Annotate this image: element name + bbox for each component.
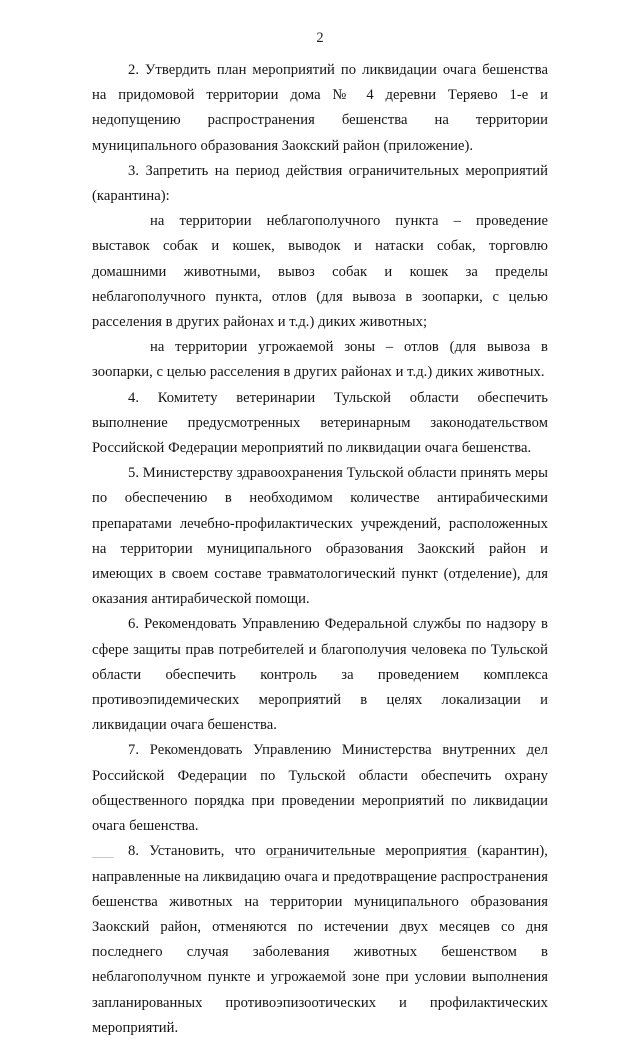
scan-mark-center [270,857,292,858]
paragraph-2: 2. Утвердить план мероприятий по ликвидации очага бешенства на придомовой территории дома № 4 деревни Теряево 1-е и недопущению распространения бешенства на территории муниципального образования Заокский район (приложение). [92,62,548,154]
paragraph-5: 5. Министерству здравоохранения Тульской области принять меры по обеспечению в необходимом количестве антирабическими препаратами лечебно-профилактических учреждений, расположенных на территории муниципального образования Заокский район и имеющих в своем составе травматологический пункт (отделение), для оказания антирабической помощи. [92,465,548,608]
footer-scan-marks [92,857,548,867]
paragraph-7: 7. Рекомендовать Управлению Министерства внутренних дел Российской Федерации по Тульской области обеспечить охрану общественного порядка при проведении мероприятий по ликвидации очага бешенства. [92,742,548,835]
document-body [92,58,548,1041]
paragraph-8: 8. Установить, что ограничительные мероприятия (карантин), направленные на ликвидацию очага и предотвращение распространения бешенства животных на территории муниципального образования Заокский район, отменяются по истечении двух месяцев со дня последнего случая заболевания животных бешенством в неблагополучном пункте и угрожаемой зоне при условии выполнения запланированных противоэпизоотических и профилактических мероприятий. [92,843,548,1036]
paragraph-6: 6. Рекомендовать Управлению Федеральной службы по надзору в сфере защиты прав потребителей и благополучия человека по Тульской области обеспечить контроль за проведением комплекса противоэпидемических мероприятий в целях локализации и ликвидации очага бешенства. [92,616,548,734]
paragraph-3a: на территории неблагополучного пункта – проведение выставок собак и кошек, выводок и натаски собак, торговлю домашними животными, вывоз собак и кошек за пределы неблагополучного пункта, отлов (для вывоза в зоопарки, с целью расселения в других районах и т.д.) диких животных; [92,213,548,331]
paragraph-3b: на территории угрожаемой зоны – отлов (для вывоза в зоопарки, с целью расселения в других районах и т.д.) диких животных. [92,339,548,381]
scan-mark-left [92,857,114,858]
paragraph-3: 3. Запретить на период действия ограничительных мероприятий (карантина): [92,162,548,205]
page-number: 2 [316,30,324,46]
scan-mark-right [448,857,470,858]
paragraph-4: 4. Комитету ветеринарии Тульской области обеспечить выполнение предусмотренных ветеринарным законодательством Российской Федерации мероприятий по ликвидации очага бешенства. [92,389,548,457]
